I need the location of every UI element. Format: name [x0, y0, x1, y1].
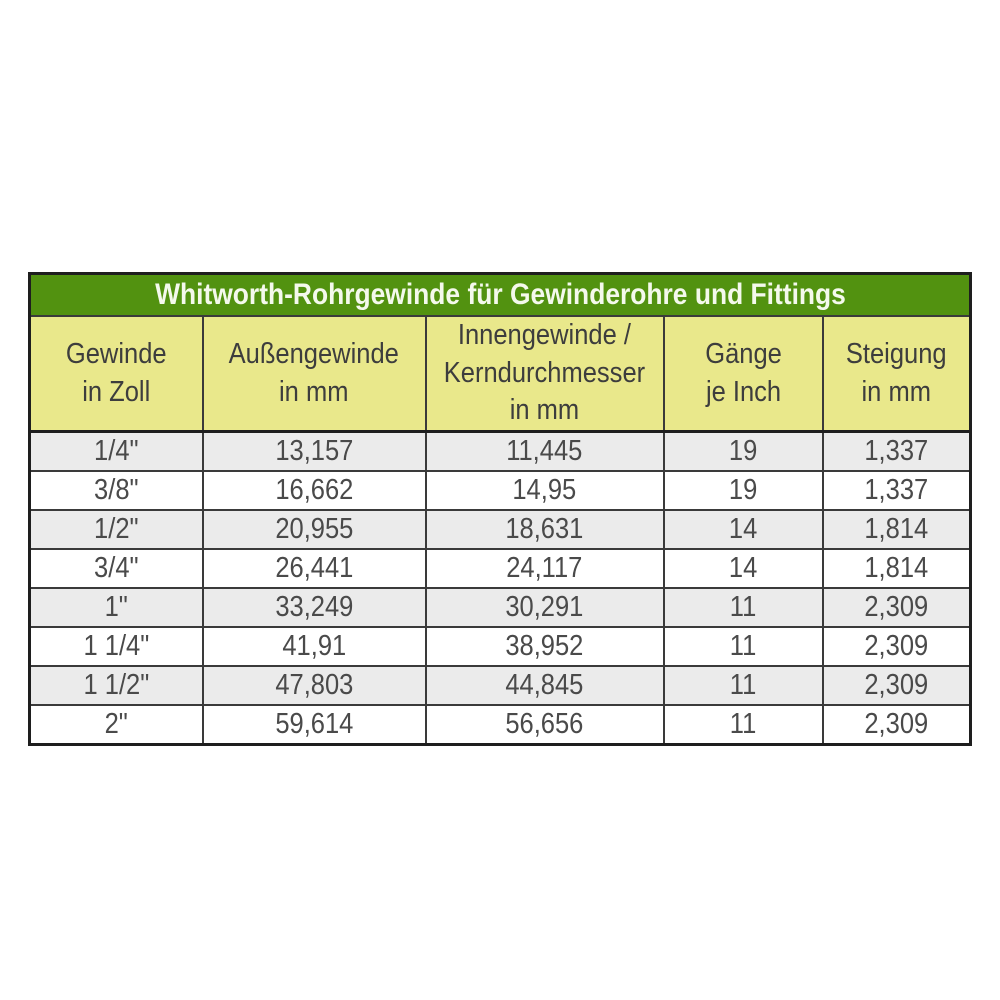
column-header-steigung-in-mm — [823, 316, 971, 432]
cell-value: 14,95 — [512, 474, 577, 507]
title-row — [30, 274, 971, 317]
thread-table — [28, 272, 972, 746]
cell-value: 11 — [729, 708, 757, 741]
column-header-label: Außengewinde in mm — [229, 337, 400, 408]
cell-value: 56,656 — [505, 708, 584, 741]
table-title-text: Whitworth-Rohrgewinde für Gewinderohre und Fittings — [154, 278, 846, 311]
cell-value: 1/2" — [94, 513, 139, 546]
cell-aussengewinde-in-mm — [203, 471, 426, 510]
cell-gaenge-je-inch — [664, 627, 823, 666]
cell-innengewinde-kerndurchmesser-in-mm — [426, 510, 664, 549]
table-row — [30, 588, 971, 627]
cell-gaenge-je-inch — [664, 471, 823, 510]
cell-value: 2,309 — [864, 708, 929, 741]
cell-aussengewinde-in-mm — [203, 549, 426, 588]
cell-value: 2,309 — [864, 669, 929, 702]
thread-table-wrapper — [28, 272, 972, 746]
cell-value: 1 1/4" — [83, 630, 150, 663]
column-header-gewinde-in-zoll — [30, 316, 203, 432]
cell-value: 18,631 — [505, 513, 584, 546]
cell-gaenge-je-inch — [664, 705, 823, 745]
cell-value: 3/4" — [94, 552, 139, 585]
cell-value: 24,117 — [506, 552, 583, 585]
table-row — [30, 549, 971, 588]
cell-value: 38,952 — [505, 630, 584, 663]
column-header-innengewinde-kerndurchmesser-in-mm — [426, 316, 664, 432]
cell-aussengewinde-in-mm — [203, 705, 426, 745]
column-header-label: Steigung in mm — [845, 337, 947, 408]
cell-value: 16,662 — [275, 474, 354, 507]
cell-aussengewinde-in-mm — [203, 666, 426, 705]
table-row — [30, 432, 971, 472]
cell-innengewinde-kerndurchmesser-in-mm — [426, 549, 664, 588]
cell-value: 3/8" — [94, 474, 139, 507]
cell-gaenge-je-inch — [664, 588, 823, 627]
cell-value: 11 — [729, 591, 757, 624]
cell-steigung-in-mm — [823, 705, 971, 745]
table-body — [30, 432, 971, 745]
cell-gewinde-in-zoll — [30, 432, 203, 472]
cell-value: 11 — [729, 669, 757, 702]
cell-aussengewinde-in-mm — [203, 627, 426, 666]
column-header-label: Gänge je Inch — [704, 337, 782, 408]
cell-steigung-in-mm — [823, 627, 971, 666]
cell-innengewinde-kerndurchmesser-in-mm — [426, 627, 664, 666]
cell-innengewinde-kerndurchmesser-in-mm — [426, 471, 664, 510]
column-header-row — [30, 316, 971, 432]
cell-aussengewinde-in-mm — [203, 510, 426, 549]
cell-value: 59,614 — [275, 708, 354, 741]
cell-value: 2,309 — [864, 630, 929, 663]
cell-value: 11,445 — [506, 435, 583, 468]
cell-value: 14 — [729, 552, 758, 585]
table-row — [30, 627, 971, 666]
cell-value: 20,955 — [275, 513, 354, 546]
cell-value: 1/4" — [94, 435, 139, 468]
table-row — [30, 471, 971, 510]
cell-value: 30,291 — [505, 591, 584, 624]
table-title — [30, 274, 971, 317]
cell-gewinde-in-zoll — [30, 627, 203, 666]
column-header-aussengewinde-in-mm — [203, 316, 426, 432]
column-header-gaenge-je-inch — [664, 316, 823, 432]
cell-value: 47,803 — [275, 669, 354, 702]
cell-value: 41,91 — [282, 630, 347, 663]
cell-value: 1" — [104, 591, 128, 624]
cell-value: 26,441 — [275, 552, 354, 585]
cell-aussengewinde-in-mm — [203, 432, 426, 472]
cell-value: 1,337 — [864, 435, 929, 468]
column-header-label: Gewinde in Zoll — [65, 337, 167, 408]
cell-value: 19 — [729, 435, 758, 468]
cell-value: 14 — [729, 513, 758, 546]
cell-aussengewinde-in-mm — [203, 588, 426, 627]
cell-innengewinde-kerndurchmesser-in-mm — [426, 588, 664, 627]
cell-innengewinde-kerndurchmesser-in-mm — [426, 666, 664, 705]
cell-gaenge-je-inch — [664, 549, 823, 588]
cell-steigung-in-mm — [823, 666, 971, 705]
cell-value: 13,157 — [275, 435, 354, 468]
cell-value: 2" — [104, 708, 128, 741]
cell-value: 1 1/2" — [83, 669, 150, 702]
cell-steigung-in-mm — [823, 432, 971, 472]
cell-gaenge-je-inch — [664, 666, 823, 705]
cell-gewinde-in-zoll — [30, 549, 203, 588]
cell-steigung-in-mm — [823, 588, 971, 627]
cell-gaenge-je-inch — [664, 510, 823, 549]
cell-gewinde-in-zoll — [30, 705, 203, 745]
table-row — [30, 666, 971, 705]
column-header-label: Innengewinde / Kerndurchmesser in mm — [443, 319, 646, 427]
cell-value: 2,309 — [864, 591, 929, 624]
cell-value: 44,845 — [505, 669, 584, 702]
cell-gaenge-je-inch — [664, 432, 823, 472]
cell-gewinde-in-zoll — [30, 666, 203, 705]
cell-value: 19 — [729, 474, 758, 507]
cell-gewinde-in-zoll — [30, 471, 203, 510]
cell-innengewinde-kerndurchmesser-in-mm — [426, 432, 664, 472]
cell-value: 33,249 — [275, 591, 354, 624]
cell-value: 1,814 — [864, 552, 929, 585]
cell-value: 1,814 — [864, 513, 929, 546]
table-row — [30, 705, 971, 745]
cell-gewinde-in-zoll — [30, 510, 203, 549]
table-row — [30, 510, 971, 549]
cell-innengewinde-kerndurchmesser-in-mm — [426, 705, 664, 745]
cell-steigung-in-mm — [823, 471, 971, 510]
cell-steigung-in-mm — [823, 510, 971, 549]
cell-value: 1,337 — [864, 474, 929, 507]
cell-steigung-in-mm — [823, 549, 971, 588]
cell-gewinde-in-zoll — [30, 588, 203, 627]
cell-value: 11 — [729, 630, 757, 663]
